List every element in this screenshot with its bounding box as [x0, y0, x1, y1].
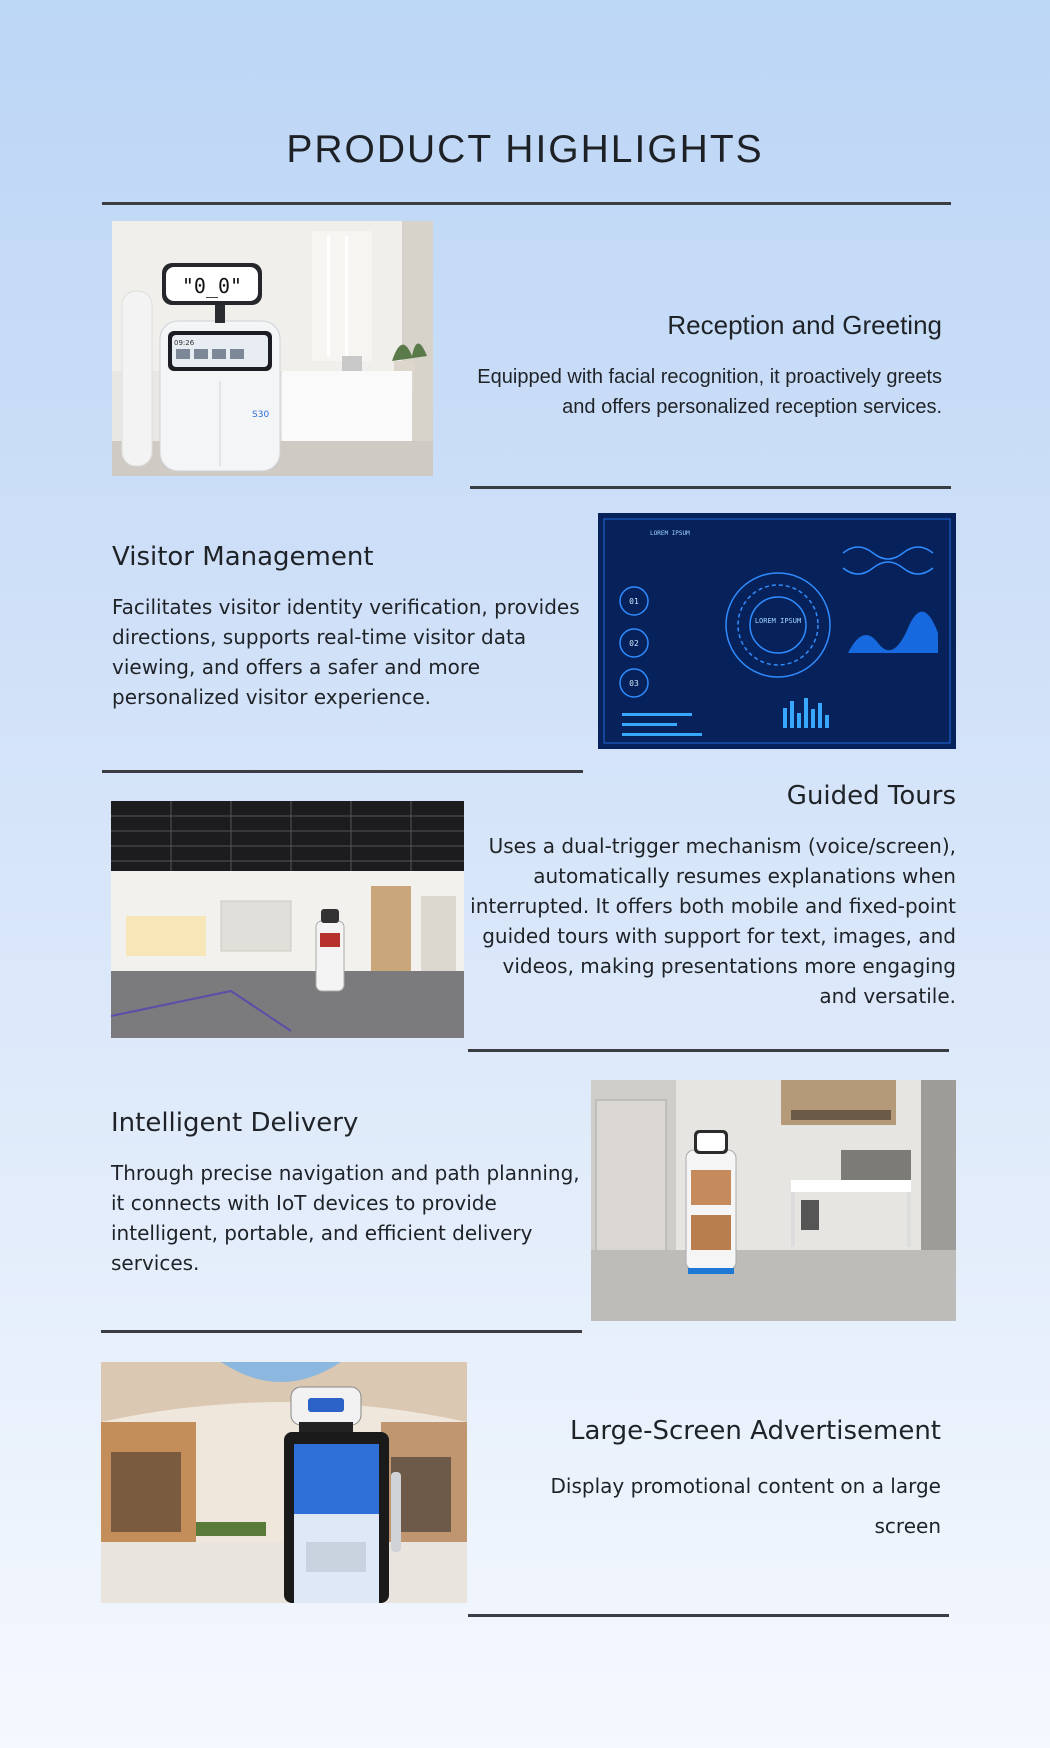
feature-heading: Guided Tours	[786, 781, 956, 811]
feature-heading: Visitor Management	[112, 542, 374, 572]
divider	[102, 770, 583, 773]
dashboard-step-1: 01	[629, 597, 639, 606]
feature-heading: Large-Screen Advertisement	[569, 1416, 941, 1446]
robot-model-label: S30	[252, 410, 270, 420]
dashboard-caption: LOREM IPSUM	[650, 530, 690, 537]
dashboard-step-3: 03	[629, 679, 639, 688]
visitor-dashboard-image	[598, 513, 956, 749]
robot-screen-time: 09:26	[174, 339, 195, 347]
reception-robot-image	[112, 221, 433, 476]
divider	[470, 486, 951, 489]
robot-face: "0_0"	[181, 274, 243, 298]
feature-heading: Intelligent Delivery	[111, 1108, 359, 1138]
feature-description: Display promotional content on a large screen	[550, 1474, 941, 1538]
mall-advertising-robot-image	[101, 1362, 467, 1603]
delivery-office-image	[591, 1080, 956, 1321]
divider	[102, 202, 951, 205]
divider	[101, 1330, 582, 1333]
dashboard-step-2: 02	[629, 639, 639, 648]
feature-description: Through precise navigation and path planning, it connects with IoT devices to provide intelligent, portable, and efficient delivery services.	[111, 1161, 580, 1275]
feature-description: Uses a dual-trigger mechanism (voice/screen), automatically resumes explanations when interrupted. It offers both mobile and fixed-point guided tours with support for text, images, and videos, making presentations more engaging and versatile.	[470, 834, 956, 1008]
feature-heading: Reception and Greeting	[667, 310, 942, 340]
feature-description: Equipped with facial recognition, it proactively greets and offers personalized reception services.	[477, 366, 942, 418]
divider	[468, 1049, 949, 1052]
dashboard-center-label: LOREM IPSUM	[754, 617, 802, 625]
page-title: PRODUCT HIGHLIGHTS	[286, 128, 764, 171]
exhibition-hall-image	[111, 801, 464, 1038]
feature-description: Facilitates visitor identity verification, provides directions, supports real-time visitor data viewing, and offers a safer and more personalized visitor experience.	[112, 595, 580, 709]
divider	[468, 1614, 949, 1617]
